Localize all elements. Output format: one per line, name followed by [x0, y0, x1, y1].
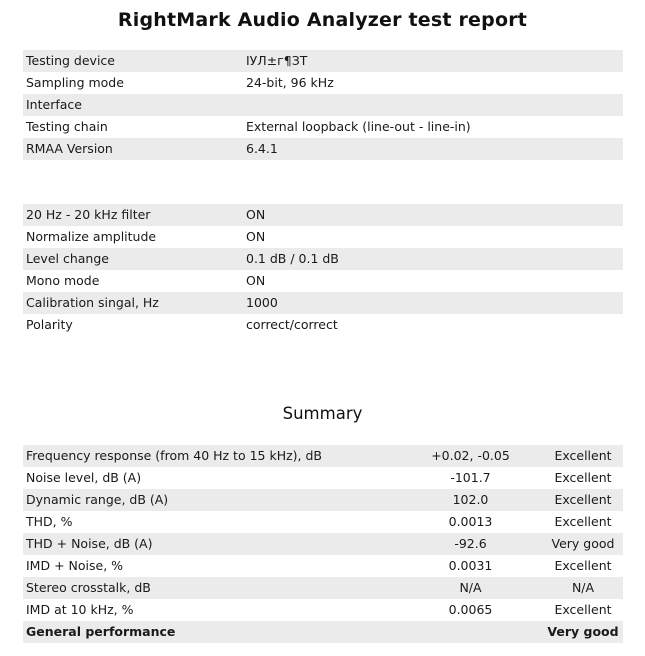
row-label: RMAA Version [26, 141, 113, 156]
row-label: IMD at 10 kHz, % [26, 602, 134, 617]
row-label: Calibration singal, Hz [26, 295, 159, 310]
table-row [23, 248, 623, 270]
table-row [23, 467, 623, 489]
row-label: Noise level, dB (A) [26, 470, 142, 485]
row-label: Stereo crosstalk, dB [26, 580, 151, 595]
general-performance-row [23, 621, 623, 643]
row-label: Testing chain [26, 119, 108, 134]
row-rating: N/A [571, 580, 595, 595]
table-row [23, 116, 623, 138]
table-row [23, 138, 623, 160]
row-label: Sampling mode [26, 75, 124, 90]
row-value: correct/correct [246, 317, 338, 332]
settings-table [23, 204, 623, 336]
row-label: Mono mode [26, 273, 100, 288]
row-label: Polarity [26, 317, 73, 332]
row-value: ON [246, 273, 266, 288]
row-value: 0.0013 [448, 514, 493, 529]
report-title: RightMark Audio Analyzer test report [117, 9, 528, 31]
row-value: 0.0065 [448, 602, 493, 617]
row-label: THD, % [26, 514, 73, 529]
row-rating: Very good [547, 624, 619, 639]
row-value: 0.1 dB / 0.1 dB [246, 251, 339, 266]
row-value: External loopback (line-out - line-in) [246, 119, 471, 134]
row-label: THD + Noise, dB (A) [26, 536, 153, 551]
table-row [23, 226, 623, 248]
table-row [23, 50, 623, 72]
table-row [23, 72, 623, 94]
summary-heading: Summary [282, 404, 363, 423]
row-label: Normalize amplitude [26, 229, 157, 244]
table-row [23, 577, 623, 599]
row-label: General performance [26, 624, 176, 639]
row-value: -101.7 [450, 470, 491, 485]
device-info-table [23, 50, 623, 160]
table-row [23, 489, 623, 511]
row-rating: Excellent [554, 492, 612, 507]
table-row [23, 533, 623, 555]
row-rating: Very good [551, 536, 615, 551]
row-value: 0.0031 [448, 558, 493, 573]
table-row [23, 314, 623, 336]
row-label: Frequency response (from 40 Hz to 15 kHz), dB [26, 448, 322, 463]
row-label: Interface [26, 97, 82, 112]
table-row [23, 204, 623, 226]
row-value: ON [246, 229, 266, 244]
table-row [23, 270, 623, 292]
row-value: -92.6 [454, 536, 487, 551]
table-row [23, 292, 623, 314]
row-value: 24-bit, 96 kHz [246, 75, 334, 90]
table-row [23, 555, 623, 577]
row-value: ON [246, 207, 266, 222]
table-row [23, 599, 623, 621]
row-value: 1000 [246, 295, 278, 310]
table-row [23, 445, 623, 467]
row-value: 6.4.1 [246, 141, 278, 156]
row-value: N/A [459, 580, 482, 595]
row-label: Level change [26, 251, 109, 266]
row-label: IMD + Noise, % [26, 558, 124, 573]
row-rating: Excellent [554, 558, 612, 573]
row-rating: Excellent [554, 448, 612, 463]
row-label: Dynamic range, dB (A) [26, 492, 169, 507]
table-row [23, 94, 623, 116]
row-label: Testing device [26, 53, 115, 68]
table-row [23, 511, 623, 533]
row-label: 20 Hz - 20 kHz filter [26, 207, 151, 222]
row-rating: Excellent [554, 470, 612, 485]
row-rating: Excellent [554, 514, 612, 529]
row-value: 102.0 [452, 492, 489, 507]
row-value: +0.02, -0.05 [431, 448, 510, 463]
row-value: ІУЛ±г¶ЗТ [246, 53, 308, 68]
row-rating: Excellent [554, 602, 612, 617]
summary-table [23, 445, 623, 643]
